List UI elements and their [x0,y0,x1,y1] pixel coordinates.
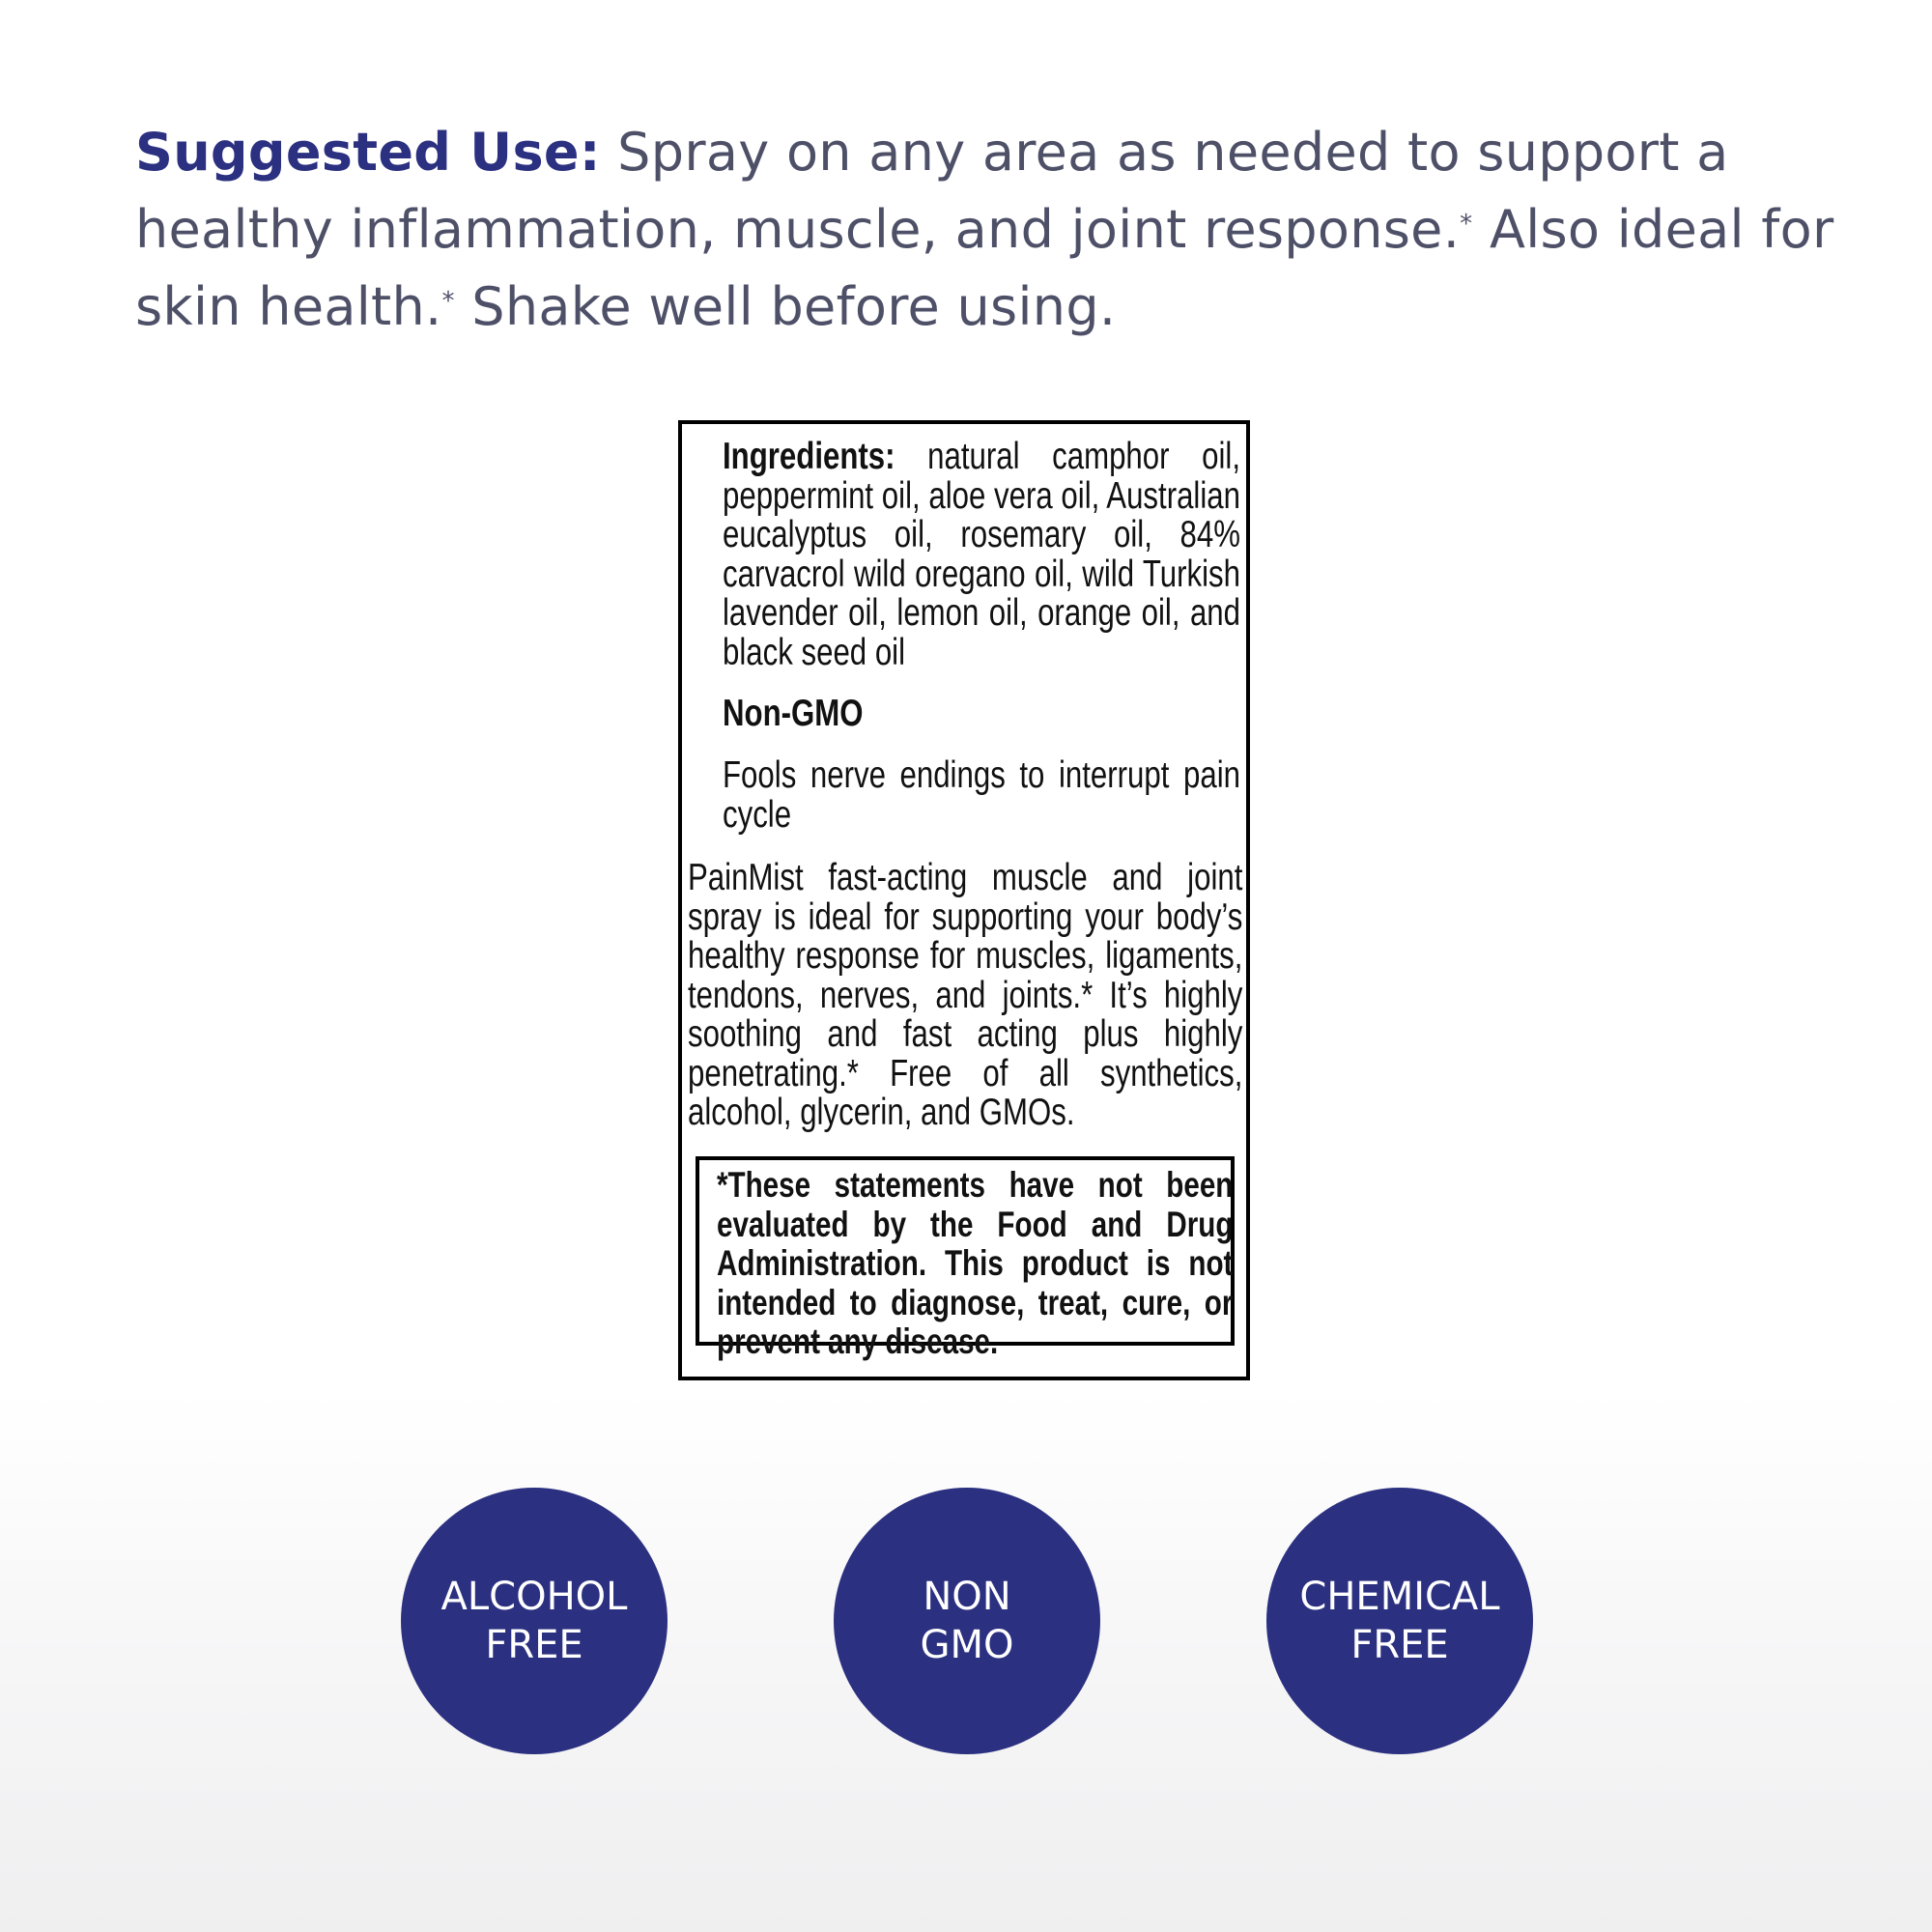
badge-line-1: NON [923,1575,1011,1619]
ingredients-paragraph [723,438,1240,672]
ingredients-heading: Ingredients: [723,436,895,477]
suggested-use-text-3: Shake well before using. [454,276,1117,337]
product-label [678,420,1250,1380]
suggested-use-text-2: Also ideal for skin health. [135,199,1834,337]
badge-chemical-free [1266,1488,1533,1754]
suggested-use-paragraph [135,114,1835,346]
badge-line-2: FREE [1350,1623,1449,1667]
product-description: PainMist fast-acting muscle and joint spray is ideal for supporting your body’s healthy response for muscles, ligaments, tendons, nerves, and joints.* It’s highly soothing and fast acting plus highly penetrating.* Free of all synthetics, alcohol, glycerin, and GMOs. [688,857,1243,1133]
badge-alcohol-free [401,1488,668,1754]
badge-line-2: GMO [920,1623,1014,1667]
badge-line-1: CHEMICAL [1299,1575,1500,1619]
badge-line-1: ALCOHOL [440,1575,628,1619]
fda-disclaimer-text: *These statements have not been evaluated by the Food and Drug Administration. This product is not intended to diagnose, treat, cure, or prevent any disease. [717,1165,1234,1361]
ingredients-text: natural camphor oil, peppermint oil, aloe vera oil, Australian eucalyptus oil, rosemary oil, 84% carvacrol wild oregano oil, wild Turkish lavender oil, lemon oil, orange oil, and black seed oil [723,436,1240,673]
badge-line-2: FREE [485,1623,583,1667]
footnote-star: * [1460,210,1473,239]
fda-disclaimer-box [696,1156,1235,1361]
badge-non-gmo [834,1488,1100,1754]
suggested-use-text-1: Spray on any area as needed to support a healthy inflammation, muscle, and joint response. [135,122,1729,260]
footnote-star: * [441,287,455,316]
suggested-use-heading: Suggested Use: [135,122,601,183]
non-gmo-heading: Non-GMO [723,693,864,734]
fools-nerve-text: Fools nerve endings to interrupt pain cycle [723,754,1240,836]
